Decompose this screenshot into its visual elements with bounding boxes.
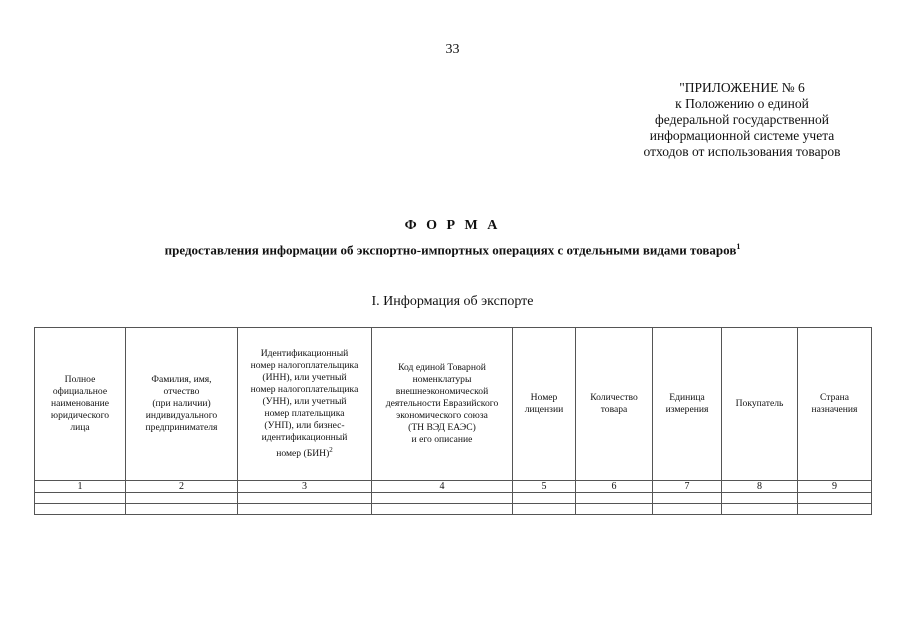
section-title: I. Информация об экспорте	[371, 294, 534, 309]
column-header-line: номер налогоплательщика	[250, 383, 359, 395]
column-header-line: идентификационный	[261, 431, 348, 443]
column-number-cell: 7	[653, 481, 722, 493]
column-header-line: (УНН), или учетный	[262, 395, 347, 407]
column-header-5	[513, 328, 576, 481]
appendix-line: информационной системе учета	[649, 128, 835, 143]
column-header-line: (ИНН), или учетный	[262, 371, 347, 383]
column-header-line: внешнеэкономической	[395, 386, 489, 397]
table-cell	[576, 504, 653, 515]
column-header-line: лица	[70, 422, 90, 433]
table-cell	[35, 504, 126, 515]
column-header-line: измерения	[665, 404, 709, 415]
form-title: Ф О Р М А	[404, 218, 501, 233]
table-row	[35, 493, 872, 504]
column-header-line: Фамилия, имя,	[151, 374, 212, 385]
column-header-line: (при наличии)	[152, 398, 211, 409]
column-header-line: отчество	[163, 386, 200, 397]
column-header-4	[372, 328, 513, 481]
column-header-2	[126, 328, 238, 481]
column-header-line: Полное	[64, 374, 96, 385]
table-cell	[513, 504, 576, 515]
page-number: 33	[445, 42, 460, 57]
export-info-table	[34, 327, 872, 515]
column-number-cell: 2	[126, 481, 238, 493]
appendix-header	[612, 80, 872, 160]
column-number-cell: 4	[372, 481, 513, 493]
column-header-1	[35, 328, 126, 481]
column-header-line: (УНП), или бизнес-	[264, 419, 345, 431]
table-cell	[513, 493, 576, 504]
column-header-line: номер (БИН)	[276, 448, 330, 460]
column-header-line: юридического	[50, 410, 110, 421]
column-number-cell: 1	[35, 481, 126, 493]
column-header-line: Идентификационный	[260, 347, 349, 359]
footnote-marker: 2	[329, 445, 333, 454]
table-cell	[722, 493, 798, 504]
table-cell	[653, 504, 722, 515]
column-number-cell: 6	[576, 481, 653, 493]
column-header-line: Страна	[819, 392, 850, 403]
column-header-9	[798, 328, 872, 481]
column-header-8	[722, 328, 798, 481]
table-cell	[126, 504, 238, 515]
column-header-line: назначения	[811, 404, 858, 415]
column-header-line: предпринимателя	[145, 422, 218, 433]
table-cell	[576, 493, 653, 504]
appendix-line: к Положению о единой	[675, 96, 809, 111]
column-header-3	[238, 328, 372, 481]
appendix-line: отходов от использования товаров	[643, 144, 841, 159]
column-number-cell: 3	[238, 481, 372, 493]
column-header-line: официальное	[52, 386, 108, 397]
column-header-line: (ТН ВЭД ЕАЭС)	[408, 422, 476, 433]
column-header-line: номер налогоплательщика	[250, 359, 359, 371]
column-header-7	[653, 328, 722, 481]
column-number-cell: 5	[513, 481, 576, 493]
table-cell	[126, 493, 238, 504]
column-header-line: товара	[600, 404, 628, 415]
column-header-line: номер плательщика	[264, 407, 345, 419]
table-cell	[798, 504, 872, 515]
table-cell	[35, 493, 126, 504]
column-header-line: Количество	[590, 392, 638, 403]
column-header-line: экономического союза	[396, 410, 488, 421]
footnote-marker: 1	[736, 242, 741, 251]
column-header-6	[576, 328, 653, 481]
column-header-line: номенклатуры	[412, 374, 472, 385]
column-header-line: и его описание	[411, 434, 473, 445]
column-number-row	[35, 481, 872, 493]
table-cell	[653, 493, 722, 504]
appendix-line: "ПРИЛОЖЕНИЕ № 6	[679, 80, 805, 95]
appendix-line: федеральной государственной	[655, 112, 829, 127]
table-cell	[372, 504, 513, 515]
header-row	[35, 328, 872, 481]
column-header-line: Номер	[530, 392, 558, 403]
table-cell	[798, 493, 872, 504]
table-row	[35, 504, 872, 515]
column-header-line: Код единой Товарной	[398, 362, 486, 373]
column-number-cell: 8	[722, 481, 798, 493]
form-subtitle	[0, 242, 905, 258]
column-header-line: Покупатель	[735, 398, 784, 409]
table-cell	[238, 493, 372, 504]
form-subtitle-text: предоставления информации об экспортно-импортных операциях с отдельными видами товаров	[164, 242, 737, 258]
table-cell	[722, 504, 798, 515]
column-number-cell: 9	[798, 481, 872, 493]
column-header-line: Единица	[669, 392, 705, 403]
table-cell	[372, 493, 513, 504]
column-header-line: деятельности Евразийского	[385, 398, 499, 409]
column-header-line: наименование	[51, 398, 109, 409]
table-cell	[238, 504, 372, 515]
column-header-line: индивидуального	[145, 410, 218, 421]
column-header-line: лицензии	[524, 404, 564, 415]
